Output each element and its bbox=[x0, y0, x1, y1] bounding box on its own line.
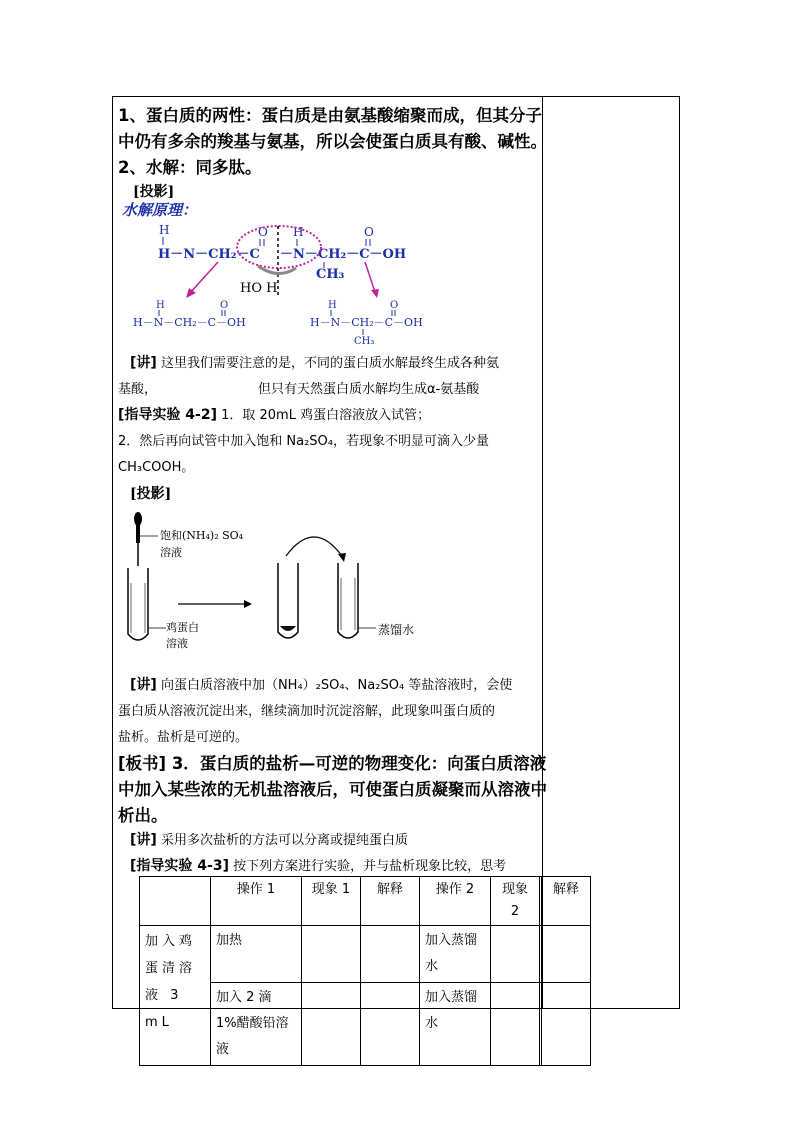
table-cell bbox=[542, 983, 591, 1066]
projection-label-1: [投影] bbox=[133, 184, 175, 200]
table-header-cell: 解释 bbox=[542, 877, 591, 926]
lecture1-line2b: 但只有天然蛋白质水解均生成α-氨基酸 bbox=[258, 382, 480, 397]
table-row-label: 加入鸡蛋清溶液 3 mL bbox=[140, 926, 211, 1066]
svg-text:H: H bbox=[293, 225, 304, 239]
reagent-label-2: 溶液 bbox=[160, 546, 182, 559]
table-header-cell: 现象 1 bbox=[302, 877, 361, 926]
exp43-line bbox=[130, 855, 506, 875]
column-divider bbox=[542, 96, 543, 1009]
lecture2-text1: 向蛋白质溶液中加（NH₄）₂SO₄、Na₂SO₄ 等盐溶液时，会使 bbox=[160, 678, 513, 693]
exp43-text: 按下列方案进行实验，并与盐析现象比较，思考 bbox=[233, 859, 507, 874]
egg-label-2: 溶液 bbox=[166, 637, 188, 650]
table-cell-op1: 加热 bbox=[211, 926, 302, 983]
table-header-cell: 现象 2 bbox=[491, 877, 540, 926]
hydrolysis-product2-ch3: CH₃ bbox=[354, 336, 375, 347]
experiment-table bbox=[139, 876, 591, 1066]
lecture1-label: [讲] bbox=[130, 355, 157, 371]
water-label: 蒸馏水 bbox=[378, 623, 415, 637]
hydrolysis-top-mid: －N－CH₂－C－OH bbox=[280, 247, 407, 262]
para1-line2: 中仍有多余的羧基与氨基，所以会使蛋白质具有酸、碱性。 bbox=[118, 132, 547, 151]
table-cell bbox=[491, 926, 540, 983]
lecture3-text: 采用多次盐析的方法可以分离或提纯蛋白质 bbox=[160, 833, 408, 848]
table-header-cell: 操作 2 bbox=[420, 877, 491, 926]
lecture1-line2a: 基酸， bbox=[118, 382, 158, 397]
table-cell bbox=[302, 926, 361, 983]
table-cell bbox=[361, 926, 420, 983]
hydrolysis-diagram bbox=[118, 198, 438, 358]
salting-out-apparatus bbox=[118, 508, 438, 658]
table-cell bbox=[302, 983, 361, 1066]
table-header-cell: 解释 bbox=[361, 877, 420, 926]
table-cell bbox=[361, 983, 420, 1066]
table-cell bbox=[491, 983, 540, 1066]
lecture2-line1 bbox=[130, 674, 512, 694]
hydrolysis-product1: H－N－CH₂－C－OH bbox=[133, 316, 246, 329]
svg-text:O: O bbox=[390, 300, 399, 311]
hydrolysis-ch3: CH₃ bbox=[316, 267, 345, 282]
projection-label-2: [投影] bbox=[130, 486, 172, 502]
svg-text:H: H bbox=[328, 300, 337, 311]
exp42-line2: 2．然后再向试管中加入饱和 Na₂SO₄，若现象不明显可滴入少量 bbox=[118, 434, 490, 449]
hydrolysis-top-left: H－N－CH₂－C bbox=[158, 247, 260, 262]
table-header-cell bbox=[140, 877, 211, 926]
board-line3: 析出。 bbox=[118, 806, 168, 825]
svg-text:H: H bbox=[159, 223, 170, 237]
table-row bbox=[140, 926, 591, 983]
table-cell-op2: 加入蒸馏水 bbox=[420, 983, 491, 1066]
lecture2-line2: 蛋白质从溶液沉淀出来，继续滴加时沉淀溶解，此现象叫蛋白质的 bbox=[118, 704, 496, 719]
lecture1-line1 bbox=[130, 352, 499, 372]
svg-text:O: O bbox=[364, 225, 374, 239]
para1-line1: 1、蛋白质的两性：蛋白质是由氨基酸缩聚而成，但其分子 bbox=[118, 106, 542, 125]
lecture2-line3: 盐析。盐析是可逆的。 bbox=[118, 730, 249, 745]
exp42-line1 bbox=[118, 404, 430, 424]
exp43-label: [指导实验 4-3] bbox=[130, 858, 229, 874]
table-header-row bbox=[140, 877, 591, 926]
para1-line3: 2、水解：同多肽。 bbox=[118, 158, 262, 177]
svg-text:O: O bbox=[258, 225, 268, 239]
table-cell-op1: 加入 2 滴 1%醋酸铅溶液 bbox=[211, 983, 302, 1066]
svg-text:H: H bbox=[156, 300, 165, 311]
exp42-text1: 1．取 20mL 鸡蛋白溶液放入试管； bbox=[221, 408, 431, 423]
reagent-label: 饱和(NH₄)₂ SO₄ bbox=[160, 529, 244, 542]
lecture3-line bbox=[130, 829, 408, 849]
hydrolysis-ho-h: HO H bbox=[240, 281, 278, 296]
lecture3-label: [讲] bbox=[130, 832, 157, 848]
lecture2-label: [讲] bbox=[130, 677, 157, 693]
table-header-cell: 操作 1 bbox=[211, 877, 302, 926]
hydrolysis-title: 水解原理： bbox=[122, 201, 198, 219]
table-cell bbox=[542, 926, 591, 983]
exp42-label: [指导实验 4-2] bbox=[118, 407, 217, 423]
board-line2: 中加入某些浓的无机盐溶液后，可使蛋白质凝聚而从溶液中 bbox=[118, 780, 547, 799]
table-cell-op2: 加入蒸馏水 bbox=[420, 926, 491, 983]
lecture1-text1: 这里我们需要注意的是，不同的蛋白质水解最终生成各种氨 bbox=[160, 356, 499, 371]
svg-text:O: O bbox=[220, 300, 229, 311]
exp42-line3: CH₃COOH。 bbox=[118, 460, 195, 475]
board-line1: [板书] 3．蛋白质的盐析—可逆的物理变化：向蛋白质溶液 bbox=[118, 754, 547, 773]
egg-label: 鸡蛋白 bbox=[166, 621, 199, 634]
hydrolysis-product2: H－N－CH₂－C－OH bbox=[310, 316, 423, 329]
